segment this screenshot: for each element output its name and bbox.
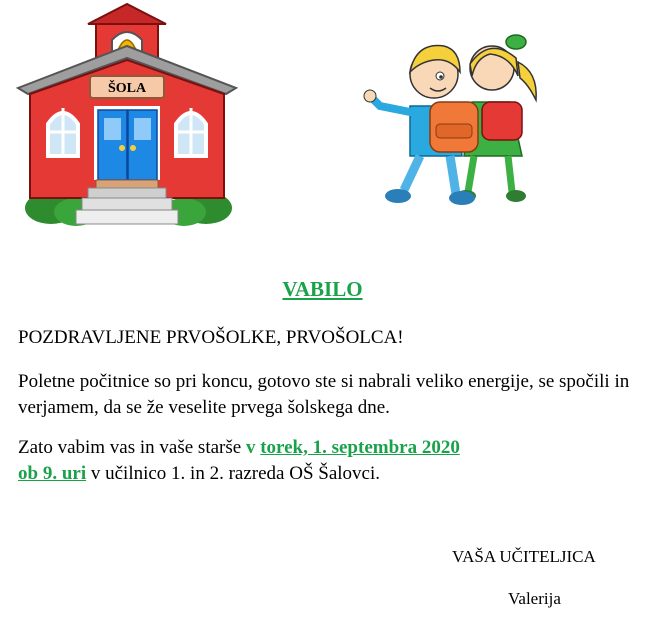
children-with-backpacks-icon <box>360 32 560 210</box>
invitation-paragraph <box>18 435 633 487</box>
event-location-text: v učilnico 1. in 2. razreda OŠ Šalovci. <box>86 463 381 484</box>
intro-paragraph: Poletne počitnice so pri koncu, gotovo ste si nabrali veliko energije, se spočili in verjamem, da se že veselite prvega šolskega dne. <box>18 371 630 418</box>
signature-name: Valerija <box>508 589 561 608</box>
invitation-title: VABILO <box>282 277 363 301</box>
school-sign-text: ŠOLA <box>107 81 147 96</box>
invitation-intro-text: Zato vabim vas in vaše starše <box>18 437 246 458</box>
signature-role: VAŠA UČITELJICA <box>452 547 596 566</box>
school-building-icon <box>16 2 246 228</box>
date-preposition: v <box>245 437 261 458</box>
greeting-line: POZDRAVLJENE PRVOŠOLKE, PRVOŠOLCA! <box>18 327 404 348</box>
event-time: ob 9. uri <box>18 463 87 484</box>
event-date: torek, 1. septembra 2020 <box>260 437 460 458</box>
